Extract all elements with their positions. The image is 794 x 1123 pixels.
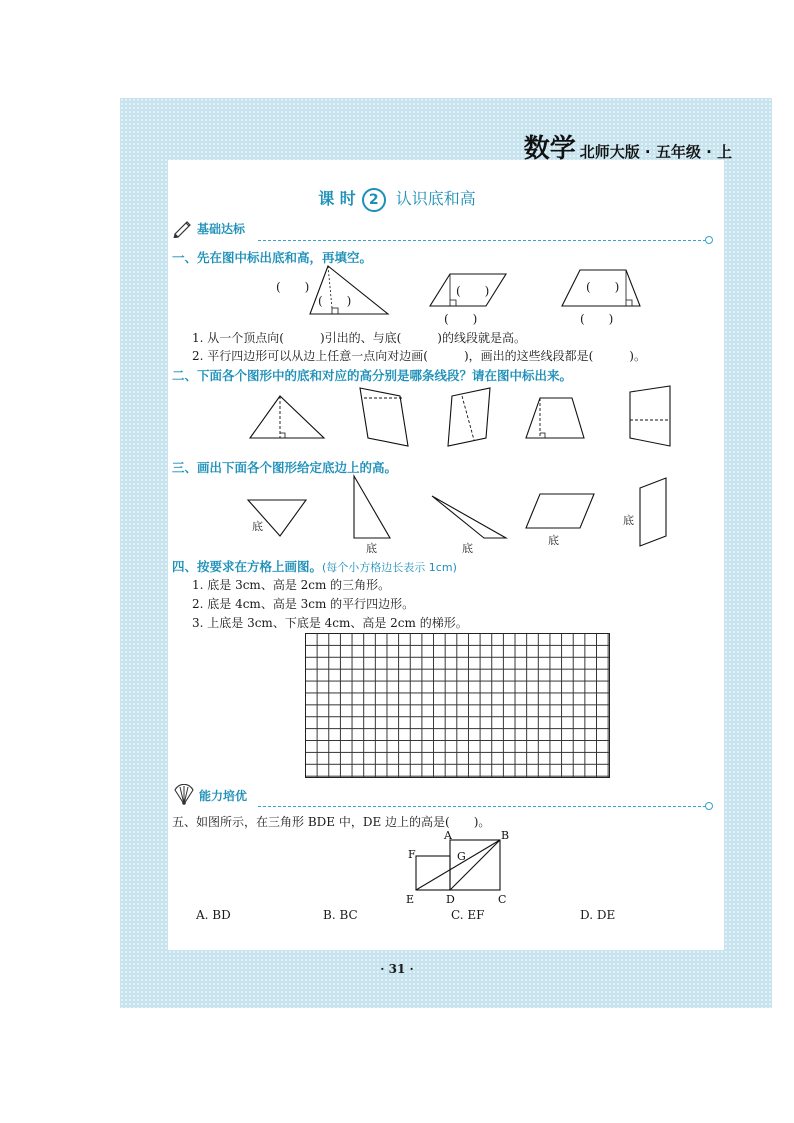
q2-triangle [250,396,324,438]
q4-line-3: 3. 上底是 3cm、下底是 4cm、高是 2cm 的梯形。 [192,616,468,630]
q2-parallelogram-1 [360,388,408,446]
q3-figures [240,472,680,552]
point-A: A [444,829,452,842]
divider-end-dot [705,802,713,810]
q5-title: 五、如图所示，在三角形 BDE 中，DE 边上的高是( )。 [172,815,491,829]
right-angle-mark [280,433,285,438]
q3-base-label-3: 底 [462,542,473,555]
point-B: B [501,829,510,842]
lesson-title [0,186,794,212]
right-angle-mark [450,300,456,306]
q3-parallelogram [526,494,594,528]
q2-parallelogram-2 [448,388,490,446]
section-divider [258,240,706,241]
q1-blank-5[interactable]: ( ) [586,280,620,294]
section-basic-header [172,218,245,238]
section-basic-label: 基础达标 [197,221,246,236]
q2-height-2 [462,396,474,440]
lesson-label: 课 时 [318,189,356,208]
fan-icon [172,784,196,806]
q1-blank-6[interactable]: ( ) [580,312,614,326]
q1-title: 一、先在图中标出底和高，再填空。 [172,250,373,265]
point-G: G [457,850,466,863]
right-angle-mark [540,433,545,438]
q3-base-label-1: 底 [252,520,263,533]
q3-triangle-2 [354,476,390,538]
q5-option-a[interactable]: A. BD [196,908,231,922]
divider-end-dot [705,236,713,244]
point-D: D [446,893,455,906]
lesson-topic: 认识底和高 [395,189,476,208]
q4-line-2: 2. 底是 4cm、高是 3cm 的平行四边形。 [192,597,415,611]
q3-base-label-2: 底 [366,542,377,555]
pencil-icon [172,218,194,238]
point-C: C [498,893,507,906]
q2-figures [240,382,680,452]
subject-title: 数学 [523,134,576,164]
edition-label: 北师大版 · 五年级 · 上 [579,143,732,161]
q1-blank-3[interactable]: ( ) [456,284,490,298]
q2-trapezoid [526,398,584,438]
q2-title: 二、下面各个图形中的底和对应的高分别是哪条线段？请在图中标出来。 [172,368,573,383]
q4-title-text: 四、按要求在方格上画图。 [172,559,323,574]
right-angle-mark [626,300,632,306]
q5-option-b[interactable]: B. BC [323,908,358,922]
q5-option-c[interactable]: C. EF [451,908,485,922]
section-ability-header [172,784,247,806]
q3-base-label-5: 底 [623,514,634,527]
q3-title: 三、画出下面各个图形给定底边上的高。 [172,460,398,475]
section-divider [258,806,706,807]
drawing-grid[interactable] [305,633,610,778]
q2-right-trapezoid [630,386,670,446]
q4-title [172,557,457,575]
page-number: · 31 · [380,962,414,976]
q4-title-note: (每个小方格边长表示 1cm) [322,561,457,574]
q3-base-label-4: 底 [548,534,559,547]
lesson-number: 2 [362,188,386,212]
q4-line-1: 1. 底是 3cm、高是 2cm 的三角形。 [192,578,391,592]
q5-figure [400,828,520,906]
point-F: F [408,848,416,861]
q1-fill-line-2[interactable]: 2. 平行四边形可以从边上任意一点向对边画( )，画出的这些线段都是( )。 [192,349,646,363]
q1-blank-2[interactable]: ( ) [318,294,352,308]
q1-blank-4[interactable]: ( ) [444,312,478,326]
q5-option-d[interactable]: D. DE [580,908,616,922]
q1-fill-line-1[interactable]: 1. 从一个顶点向( )引出的、与底( )的线段就是高。 [192,331,526,345]
q3-triangle-3 [432,496,506,538]
q1-blank-1[interactable]: ( ) [276,280,310,294]
page-header [524,128,732,165]
q3-parallelogram-tall [640,478,666,546]
point-E: E [406,893,415,906]
section-ability-label: 能力培优 [199,788,248,803]
